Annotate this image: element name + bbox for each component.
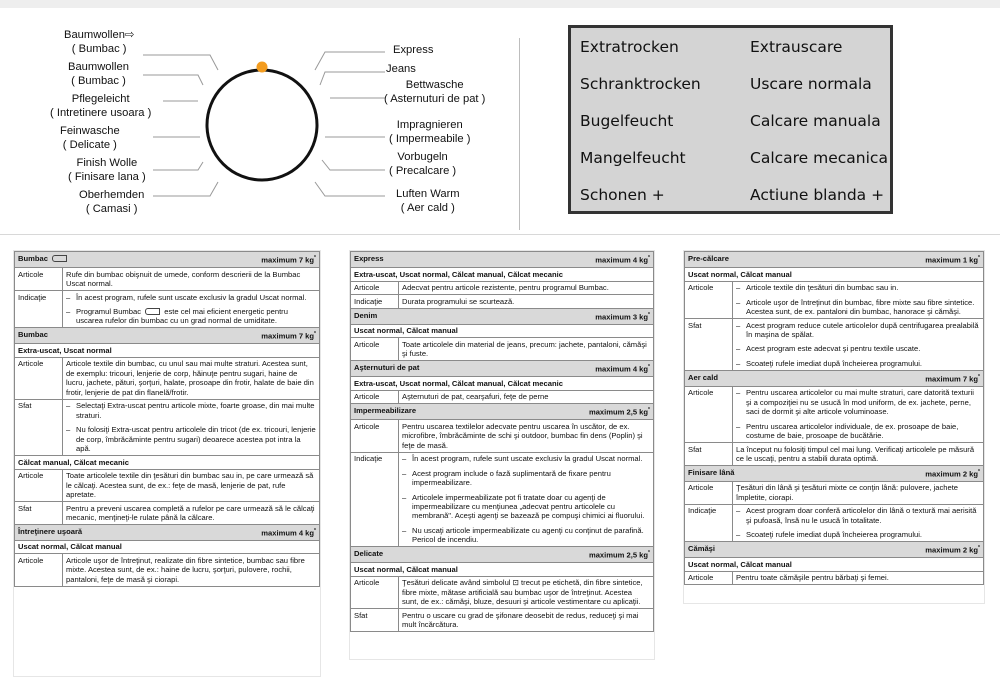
subsection-row (351, 377, 654, 391)
row-value: Pentru a preveni uscarea completă a rufelor pe care urmează să le călcaţi mecanic, menţineţi-le rulate până la călcare. (63, 501, 320, 524)
dash-marker: – (736, 320, 741, 330)
section-title: Pre-călcare (688, 254, 729, 263)
table-row (351, 576, 654, 608)
section-title: Întreţinere uşoară (18, 526, 83, 536)
label-de: Baumwollen (64, 29, 125, 41)
dash-marker: – (736, 283, 741, 293)
row-value: Ţesături din lână şi ţesături mixte ce conţin lână: pulovere, jachete împletite, ciorapi. (733, 481, 984, 504)
trans-de-4: Schonen + (580, 186, 665, 204)
footnote-star: * (978, 373, 980, 380)
dash-marker: – (402, 468, 407, 478)
table-row (15, 267, 320, 290)
row-value: Pentru uscarea textilelor adecvate pentru uscarea în uscător, de ex. microfibre, îmbrăcăminte de schi şi outdoor, bumbac fin dens (Poplin) şi feţe de masă. (399, 420, 654, 452)
section-title: Cămăşi (688, 544, 716, 554)
label-de: Bettwasche (405, 79, 464, 91)
program-table-3 (684, 251, 984, 585)
table-row (685, 442, 984, 465)
table-row (351, 390, 654, 404)
dash-marker: – (736, 358, 741, 368)
label-ro: ( Asternuturi de pat ) (384, 92, 486, 105)
table-row (685, 481, 984, 504)
table-row (351, 295, 654, 309)
dial-label-express (393, 44, 433, 58)
label-ro: ( Bumbac ) (71, 42, 127, 55)
footnote-star: * (648, 311, 650, 318)
dash-marker: – (402, 525, 407, 535)
dash-marker: – (736, 421, 741, 431)
subsection-title: Extra-uscat, Uscat normal, Călcat manual, Călcat mecanic (351, 267, 654, 281)
label-de: Pflegeleicht (71, 93, 130, 105)
section-title: Delicate (354, 549, 384, 559)
row-value: Selectaţi Extra-uscat pentru articole mixte, foarte groase, din mai multe straturi. (76, 401, 315, 420)
section-max: maximum 4 kg (595, 255, 649, 265)
table-row (685, 281, 984, 318)
dash-marker: – (66, 306, 71, 316)
section-title: Bumbac (18, 330, 48, 340)
dial-label-luften-warm (396, 188, 460, 215)
row-key: Articole (351, 281, 399, 295)
section-header (351, 404, 654, 420)
subsection-title: Uscat normal, Călcat manual (351, 324, 654, 338)
row-key: Articole (15, 357, 63, 399)
horizontal-divider (0, 234, 1000, 235)
section-header (351, 361, 654, 377)
row-value: Nu folosiţi Extra-uscat pentru articolele din tricot (de ex. tricouri, lenjerie de corp, îmbrăcăminte pentru sugari) deoarece acestea pot intra la apă. (76, 425, 316, 453)
row-key: Articole (15, 469, 63, 501)
label-de: Impragnieren (396, 119, 463, 131)
trans-ro-3: Calcare mecanica (750, 149, 888, 167)
dash-marker: – (736, 506, 741, 516)
dash-marker: – (402, 492, 407, 502)
row-value: este cel mai eficient energetic pentru uscarea rufelor din bumbac cu un grad normal de umiditate. (76, 306, 288, 326)
dial-label-baumwollen-2 (68, 61, 129, 88)
dash-marker: – (736, 344, 741, 354)
label-ro: ( Camasi ) (85, 202, 138, 215)
label-de: Baumwollen (68, 61, 129, 73)
table-row (351, 420, 654, 452)
vertical-divider (519, 38, 520, 230)
row-key: Articole (351, 576, 399, 608)
row-value: Scoateţi rufele imediat după încheierea programului. (746, 530, 923, 540)
dial-label-feinwasche (60, 125, 120, 152)
program-symbol-icon (52, 255, 67, 262)
row-value: Acest program este adecvat şi pentru textile uscate. (746, 344, 921, 354)
section-title: Bumbac (18, 254, 48, 263)
label-ro: ( Impermeabile ) (389, 132, 471, 145)
label-de: Finish Wolle (76, 157, 138, 169)
table-row (15, 501, 320, 524)
subsection-title: Uscat normal, Călcat manual (15, 540, 320, 554)
table-row (685, 571, 984, 585)
row-value: La început nu folosiţi timpul cel mai lung. Verificaţi articolele pe măsură ce le uscaţi, pentru a stabili durata optimă. (733, 442, 984, 465)
row-value: Pentru o uscare cu grad de şifonare deosebit de redus, reduceţi şi mai mult încărcătura. (399, 609, 654, 632)
subsection-title: Uscat normal, Călcat manual (685, 267, 984, 281)
dial-label-finish-wolle (68, 157, 146, 184)
row-key: Articole (685, 481, 733, 504)
dash-marker: – (66, 292, 71, 302)
subsection-row (15, 455, 320, 469)
row-key: Articole (15, 267, 63, 290)
row-key: Sfat (685, 318, 733, 370)
dial-label-pflegeleicht (50, 93, 151, 120)
label-de: Jeans (386, 63, 416, 75)
trans-de-3: Mangelfeucht (580, 149, 686, 167)
footnote-star: * (978, 545, 980, 552)
row-key: Sfat (351, 609, 399, 632)
dash-marker: – (66, 425, 71, 435)
trans-de-0: Extratrocken (580, 38, 679, 56)
dial-label-bettwasche (384, 79, 485, 106)
footnote-star: * (978, 468, 980, 475)
footnote-star: * (314, 255, 316, 261)
dial-label-impragnieren (389, 119, 470, 146)
row-value: Toate articolele textile din ţesături din bumbac sau in, pe care urmează să le călcaţi. Acestea sunt, de ex.: feţe de masă, lenjerie de pat, rufe apretate. (63, 469, 320, 501)
program-table-1 (14, 251, 320, 587)
section-max: maximum 4 kg (595, 364, 649, 374)
translation-box (568, 25, 893, 214)
table-row (685, 318, 984, 370)
label-ro: ( Bumbac ) (71, 74, 126, 87)
label-de: Oberhemden (79, 189, 145, 201)
table-row (351, 281, 654, 295)
row-key: Sfat (15, 501, 63, 524)
manual-page-1 (14, 251, 320, 676)
table-row (351, 452, 654, 546)
label-ro: ( Finisare lana ) (68, 170, 146, 183)
subsection-row (351, 267, 654, 281)
section-header (15, 524, 320, 540)
footnote-star: * (978, 255, 980, 261)
row-value: Durata programului se scurtează. (399, 295, 654, 309)
row-value: Articole textile din bumbac, cu unul sau mai multe straturi. Acestea sunt, de exemplu: tricouri, lenjerie de corp, hăinuţe pentru sugari, haine de lucru, jachete, pături, şorţuri, halate, prosoape din frotir, halate de baie din frotir, lenjerie de pat din flanelă/frotir. (63, 357, 320, 399)
row-key: Articole (685, 571, 733, 585)
footnote-star: * (648, 255, 650, 261)
row-key: Articole (351, 420, 399, 452)
trans-de-1: Schranktrocken (580, 75, 701, 93)
row-key: Indicaţie (15, 290, 63, 327)
manual-page-2 (350, 251, 654, 659)
row-key: Articole (351, 338, 399, 361)
section-max: maximum 2,5 kg (588, 550, 649, 560)
section-header (351, 547, 654, 563)
row-value: În acest program, rufele sunt uscate exclusiv la gradul Uscat normal. (76, 292, 307, 302)
row-value: Acest program doar conferă articolelor din lână o textură mai aerisită şi pufoasă, însă nu le usucă în totalitate. (746, 506, 977, 525)
program-table-2 (350, 251, 654, 632)
section-header (685, 542, 984, 558)
section-header (351, 252, 654, 268)
section-max: maximum 3 kg (595, 312, 649, 322)
manual-page-3 (684, 251, 984, 603)
label-ro: ( Delicate ) (62, 138, 117, 151)
label-ro: ( Precalcare ) (389, 164, 457, 177)
row-value: Adecvat pentru articole rezistente, pentru programul Bumbac. (399, 281, 654, 295)
dial-label-baumwollen-1 (64, 29, 134, 56)
subsection-row (15, 344, 320, 358)
subsection-title: Uscat normal, Călcat manual (351, 563, 654, 577)
label-de: Luften Warm (396, 188, 460, 200)
subsection-row (15, 540, 320, 554)
section-header (15, 252, 320, 268)
row-key: Sfat (15, 399, 63, 455)
program-dial-diagram (0, 0, 520, 234)
row-value: Articolele impermeabilizate pot fi tratate doar cu agenţi de impermeabilizare cu menţiunea „adecvat pentru articolele cu membrană". Aceşti agenţi se bazează pe compuşi chimici ai fluorului. (412, 492, 645, 521)
label-de: Feinwasche (60, 125, 120, 137)
dial-indicator-dot (257, 62, 268, 73)
section-max: maximum 1 kg (925, 255, 979, 265)
footnote-star: * (648, 364, 650, 371)
table-row (15, 357, 320, 399)
section-title: Aşternuturi de pat (354, 363, 420, 373)
section-max: maximum 2 kg (925, 469, 979, 479)
footnote-star: * (314, 331, 316, 338)
row-value: Ţesături delicate având simbolul ⊡ trecut pe etichetă, din fibre sintetice, fibre mixte, mătase artificială sau bumbac uşor de întreţinut. Acestea sunt, de ex.: cămăşi, bluze, desuuri şi articole vestimentare cu aplicaţii. (399, 576, 654, 608)
row-value: Aşternuturi de pat, cearşafuri, feţe de perne (399, 390, 654, 404)
section-max: maximum 4 kg (261, 528, 315, 538)
dash-marker: – (736, 297, 741, 307)
row-key: Articole (685, 386, 733, 442)
trans-de-2: Bugelfeucht (580, 112, 674, 130)
arrow-icon: ⇨ (124, 29, 135, 41)
table-row (351, 609, 654, 632)
dial-label-vorbugeln (389, 151, 456, 178)
row-key: Indicaţie (685, 504, 733, 541)
footnote-star: * (314, 527, 316, 534)
table-row (685, 504, 984, 541)
row-key: Sfat (685, 442, 733, 465)
subsection-row (685, 558, 984, 572)
row-value: Pentru toate cămăşile pentru bărbaţi şi femei. (733, 571, 984, 585)
row-value: Pentru uscarea articolelor individuale, de ex. prosoape de baie, costume de baie, prosoape de bucătărie. (746, 421, 959, 440)
row-key: Articole (685, 281, 733, 318)
row-value: Nu uscaţi articole impermeabilizate cu agenţi cu conţinut de parafină. Pericol de incendiu. (412, 525, 644, 545)
label-de: Express (393, 44, 434, 56)
dash-marker: – (736, 530, 741, 540)
footnote-star: * (648, 407, 650, 414)
program-symbol-icon (145, 308, 160, 315)
table-row (15, 399, 320, 455)
section-header (15, 328, 320, 344)
section-max: maximum 2,5 kg (588, 407, 649, 417)
subsection-title: Călcat manual, Călcat mecanic (15, 455, 320, 469)
row-value: Programul Bumbac (76, 306, 141, 316)
section-title: Aer cald (688, 372, 718, 382)
row-value: Rufe din bumbac obişnuit de umede, conform descrierii de la Bumbac Uscat normal. (63, 267, 320, 290)
section-header (685, 465, 984, 481)
row-value: Articole textile din ţesături din bumbac sau in. (746, 283, 899, 293)
section-title: Express (354, 254, 384, 263)
table-row (15, 469, 320, 501)
row-value: Toate articolele din material de jeans, precum: jachete, pantaloni, cămăşi şi fuste. (399, 338, 654, 361)
section-title: Finisare lână (688, 467, 735, 477)
section-title: Denim (354, 310, 378, 320)
row-value: Acest program include o fază suplimentară de fixare pentru impermeabilizare. (412, 468, 611, 488)
row-value: Scoateţi rufele imediat după încheierea programului. (746, 358, 923, 368)
trans-ro-2: Calcare manuala (750, 112, 881, 130)
subsection-row (351, 324, 654, 338)
subsection-title: Uscat normal, Călcat manual (685, 558, 984, 572)
row-value: Acest program reduce cutele articolelor după centrifugarea prealabilă în maşina de spălat. (746, 320, 979, 339)
row-key: Articole (15, 554, 63, 586)
table-row (685, 386, 984, 442)
section-title: Impermeabilizare (354, 406, 417, 416)
label-ro: ( Intretinere usoara ) (50, 106, 152, 119)
row-key: Indicaţie (351, 295, 399, 309)
table-row (15, 290, 320, 327)
dash-marker: – (66, 401, 71, 411)
row-key: Articole (351, 390, 399, 404)
row-value: Pentru uscarea articolelor cu mai multe straturi, care datorită texturii şi a compoziţiei nu se usucă în mod uniform, de ex. jachete, perne, saci de dormit şi alte articole voluminoase. (746, 388, 974, 417)
trans-ro-0: Extrauscare (750, 38, 843, 56)
footnote-star: * (648, 550, 650, 557)
dash-marker: – (402, 454, 407, 464)
subsection-title: Extra-uscat, Uscat normal, Călcat manual, Călcat mecanic (351, 377, 654, 391)
section-header (685, 252, 984, 268)
dial-label-oberhemden (79, 189, 144, 216)
label-ro: ( Aer cald ) (400, 201, 455, 214)
row-key: Indicaţie (351, 452, 399, 546)
label-de: Vorbugeln (397, 151, 448, 163)
section-max: maximum 7 kg (261, 255, 315, 265)
dash-marker: – (736, 388, 741, 398)
trans-ro-4: Actiune blanda + (750, 186, 885, 204)
trans-ro-1: Uscare normala (750, 75, 872, 93)
section-max: maximum 7 kg (261, 331, 315, 341)
subsection-title: Extra-uscat, Uscat normal (15, 344, 320, 358)
row-value: Articole uşor de întreţinut din bumbac, fibre mixte sau fibre sintetice. Acestea sunt, de ex. pantaloni din bumbac, hanorace şi cămăşi. (746, 297, 975, 316)
table-row (15, 554, 320, 586)
subsection-row (351, 563, 654, 577)
section-header (685, 370, 984, 386)
section-max: maximum 7 kg (925, 374, 979, 384)
table-row (351, 338, 654, 361)
section-max: maximum 2 kg (925, 545, 979, 555)
dial-label-jeans (386, 63, 416, 77)
section-header (351, 308, 654, 324)
dial-ring (207, 70, 317, 180)
row-value: În acest program, rufele sunt uscate exclusiv la gradul Uscat normal. (412, 454, 643, 464)
subsection-row (685, 267, 984, 281)
row-value: Articole uşor de întreţinut, realizate din fibre sintetice, bumbac sau fibre mixte. Acestea sunt, de ex.: haine de lucru, şorţuri, pulovere, rochii, pantaloni, feţe de masă şi ciorapi. (63, 554, 320, 586)
